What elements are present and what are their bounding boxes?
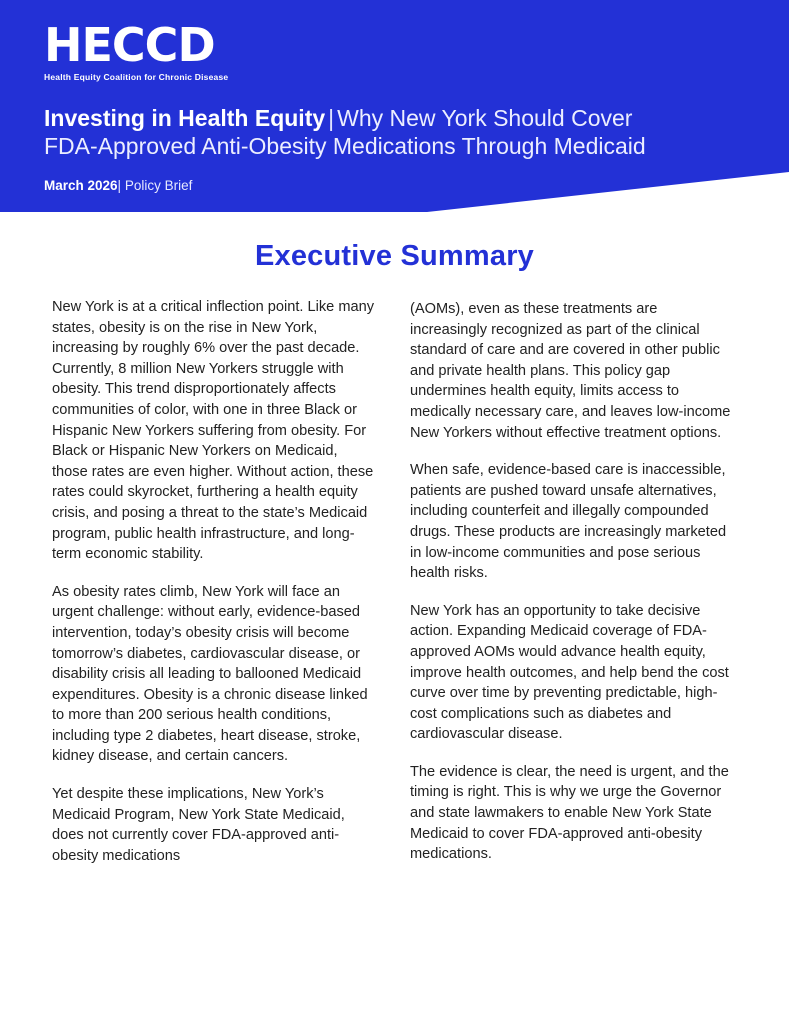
- section-heading: Executive Summary: [254, 240, 535, 272]
- paragraph: (AOMs), even as these treatments are increasingly recognized as part of the clinical standard of care and are covered in other public and private health plans. This policy gap undermines health equity, limits access to medically necessary care, and leaves low-income New Yorkers without effective treatment options.: [410, 301, 731, 441]
- header-angle-decoration: [409, 172, 789, 212]
- title-separator: |: [328, 105, 335, 131]
- document-title: [44, 104, 744, 161]
- document-meta: [44, 178, 192, 193]
- paragraph: New York has an opportunity to take decisive action. Expanding Medicaid coverage of FDA-approved AOMs would advance health equity, improve health outcomes, and help bend the cost curve over time by preventing predictable, high-cost complications such as diabetes and cardiovascular disease.: [410, 602, 729, 743]
- title-subtitle-part: Why New York Should Cover: [337, 105, 633, 131]
- paragraph: When safe, evidence-based care is inaccessible, patients are pushed toward unsafe alternatives, including counterfeit and illegally compounded drugs. These products are increasingly marketed in low-income communities and pose serious health risks.: [410, 462, 727, 582]
- body-columns: [0, 273, 789, 866]
- logo-tagline: Health Equity Coalition for Chronic Disease: [44, 72, 229, 82]
- right-column: [410, 297, 734, 866]
- title-line-one: [44, 104, 744, 132]
- title-emphasis: Investing in Health Equity: [44, 105, 326, 131]
- paragraph: The evidence is clear, the need is urgent, and the timing is right. This is why we urge the Governor and state lawmakers to enable New York State Medicaid to cover FDA-approved anti-obesity medications.: [410, 763, 729, 863]
- organization-logo: [44, 20, 384, 82]
- publication-date: March 2026: [44, 178, 118, 193]
- logo-wordmark: HECCD: [44, 18, 215, 72]
- document-type: Policy Brief: [124, 178, 193, 193]
- left-column: [52, 297, 376, 866]
- meta-separator: |: [117, 178, 122, 193]
- paragraph: New York is at a critical inflection point. Like many states, obesity is on the rise in New York, increasing by roughly 6% over the past decade. Currently, 8 million New Yorkers struggle with obesity. This trend disproportionately affects communities of color, with one in three Black or Hispanic New Yorkers suffering from obesity. For Black or Hispanic New Yorkers on Medicaid, those rates are even higher. Without action, these rates could skyrocket, furthering a health equity crisis, and posing a threat to the state’s Medicaid program, public health infrastructure, and long-term economic stability.: [52, 299, 375, 563]
- title-line-two: FDA-Approved Anti-Obesity Medications Through Medicaid: [44, 133, 646, 159]
- paragraph: Yet despite these implications, New York’s Medicaid Program, New York State Medicaid, does not currently cover FDA-approved anti-obesity medications: [52, 786, 345, 864]
- document-header: [0, 0, 789, 212]
- paragraph: As obesity rates climb, New York will face an urgent challenge: without early, evidence-based intervention, today’s obesity crisis will become tomorrow’s diabetes, cardiovascular disease, or disability crisis all leading to ballooned Medicaid expenditures. Obesity is a chronic disease linked to more than 200 serious health conditions, including type 2 diabetes, heart disease, stroke, kidney disease, and certain cancers.: [52, 583, 368, 765]
